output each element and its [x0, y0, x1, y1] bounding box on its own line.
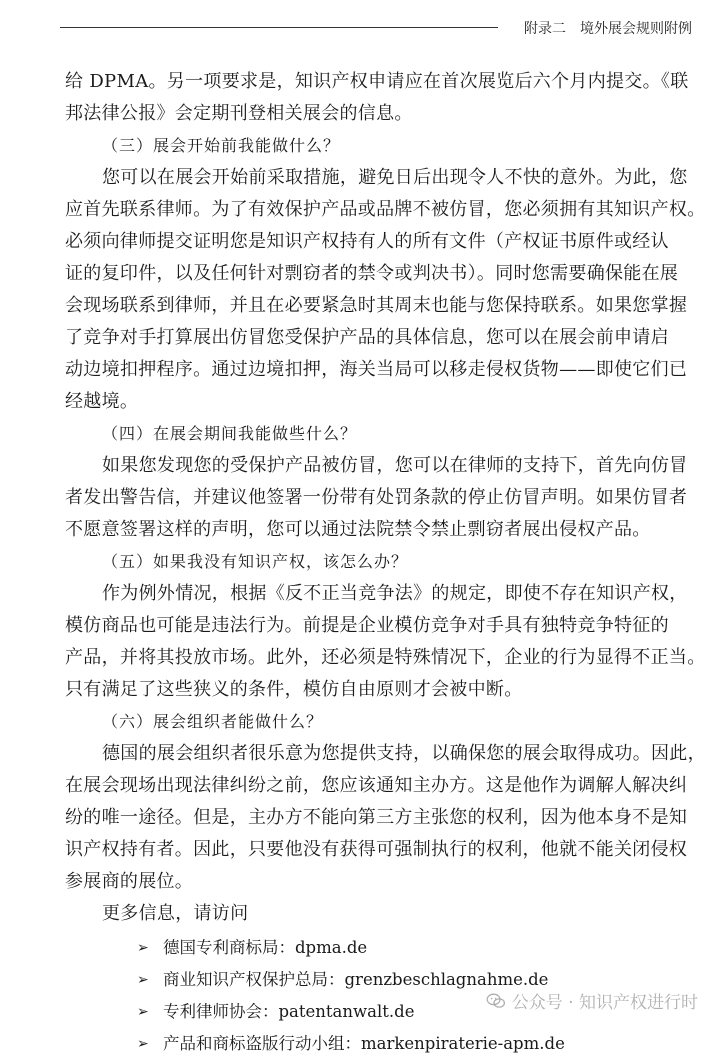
text-line: 会现场联系到律师，并且在必要紧急时其周末也能与您保持联系。如果您掌握	[65, 295, 688, 316]
text-line: 作为例外情况，根据《反不正当竞争法》的规定，即使不存在知识产权，	[102, 583, 688, 604]
header-title: 附录二 境外展会规则附例	[524, 21, 692, 37]
text-line: 在展会现场出现法律纠纷之前，您应该通知主办方。这是他作为调解人解决纠	[65, 775, 688, 796]
text-line: 动边境扣押程序。通过边境扣押，海关当局可以移走侵权货物——即使它们已	[65, 359, 688, 380]
text-line: 必须向律师提交证明您是知识产权持有人的所有文件（产权证书原件或经认	[65, 231, 669, 252]
arrow-bullet-icon: ➢	[137, 972, 149, 988]
text-line: 应首先联系律师。为了有效保护产品或品牌不被仿冒，您必须拥有其知识产权。	[65, 199, 706, 220]
text-line: 您可以在展会开始前采取措施，避免日后出现令人不快的意外。为此，您	[102, 167, 688, 188]
text-line: 模仿商品也可能是违法行为。前提是企业模仿竞争对手具有独特竞争特征的	[65, 615, 669, 636]
arrow-bullet-icon: ➢	[137, 1036, 149, 1052]
paragraph-5	[65, 738, 706, 898]
header-rule	[60, 27, 498, 28]
watermark-text: 公众号 · 知识产权进行时	[511, 993, 698, 1013]
list-item[interactable]	[65, 932, 695, 964]
paragraph-4	[65, 578, 706, 706]
section-heading-6: （六）展会组织者能做什么？	[102, 712, 324, 731]
paragraph-3	[65, 450, 695, 546]
text-line: 只有满足了这些狭义的条件，模仿自由原则才会被中断。	[65, 679, 523, 700]
text-line: 识产权持有者。因此，只要他没有获得可强制执行的权利，他就不能关闭侵权	[65, 839, 688, 860]
text-line: 参展商的展位。	[65, 871, 194, 892]
more-info-label: 更多信息，请访问	[102, 903, 249, 924]
arrow-bullet-icon: ➢	[137, 1004, 149, 1020]
text-line: 者发出警告信，并建议他签署一份带有处罚条款的停止仿冒声明。如果仿冒者	[65, 487, 688, 508]
text-line: 产品，并将其投放市场。此外，还必须是特殊情况下，企业的行为显得不正当。	[65, 647, 706, 668]
section-heading-3: （三）展会开始前我能做什么？	[102, 136, 341, 155]
link-text[interactable]: 德国专利商标局：dpma.de	[163, 938, 368, 957]
document-body	[65, 66, 706, 1060]
section-heading-5: （五）如果我没有知识产权，该怎么办？	[102, 552, 409, 571]
text-line: 德国的展会组织者很乐意为您提供支持，以确保您的展会取得成功。因此，	[102, 743, 706, 764]
paragraph-1	[65, 66, 695, 130]
text-line: 邦法律公报》会定期刊登相关展会的信息。	[65, 103, 413, 124]
text-line: 如果您发现您的受保护产品被仿冒，您可以在律师的支持下，首先向仿冒	[102, 455, 688, 476]
link-text[interactable]: 专利律师协会：patentanwalt.de	[163, 1002, 415, 1021]
page-header	[60, 16, 692, 38]
arrow-bullet-icon: ➢	[137, 940, 149, 956]
wechat-icon	[486, 993, 506, 1009]
watermark	[486, 988, 698, 1013]
section-heading-4: （四）在展会期间我能做些什么？	[102, 424, 358, 443]
text-line: 纷的唯一途径。但是，主办方不能向第三方主张您的权利，因为他本身不是知	[65, 807, 688, 828]
text-line: 给 DPMA。另一项要求是，知识产权申请应在首次展览后六个月内提交。《联	[65, 71, 689, 92]
text-line: 经越境。	[65, 391, 139, 412]
link-text[interactable]: 商业知识产权保护总局：grenzbeschlagnahme.de	[163, 970, 549, 989]
text-line: 了竞争对手打算展出仿冒您受保护产品的具体信息，您可以在展会前申请启	[65, 327, 669, 348]
link-text[interactable]: 产品和商标盗版行动小组：markenpiraterie-apm.de	[163, 1034, 565, 1053]
text-line: 证的复印件，以及任何针对剽窃者的禁令或判决书）。同时您需要确保能在展	[65, 263, 679, 284]
text-line: 不愿意签署这样的声明，您可以通过法院禁令禁止剽窃者展出侵权产品。	[65, 519, 651, 540]
paragraph-2	[65, 162, 706, 418]
